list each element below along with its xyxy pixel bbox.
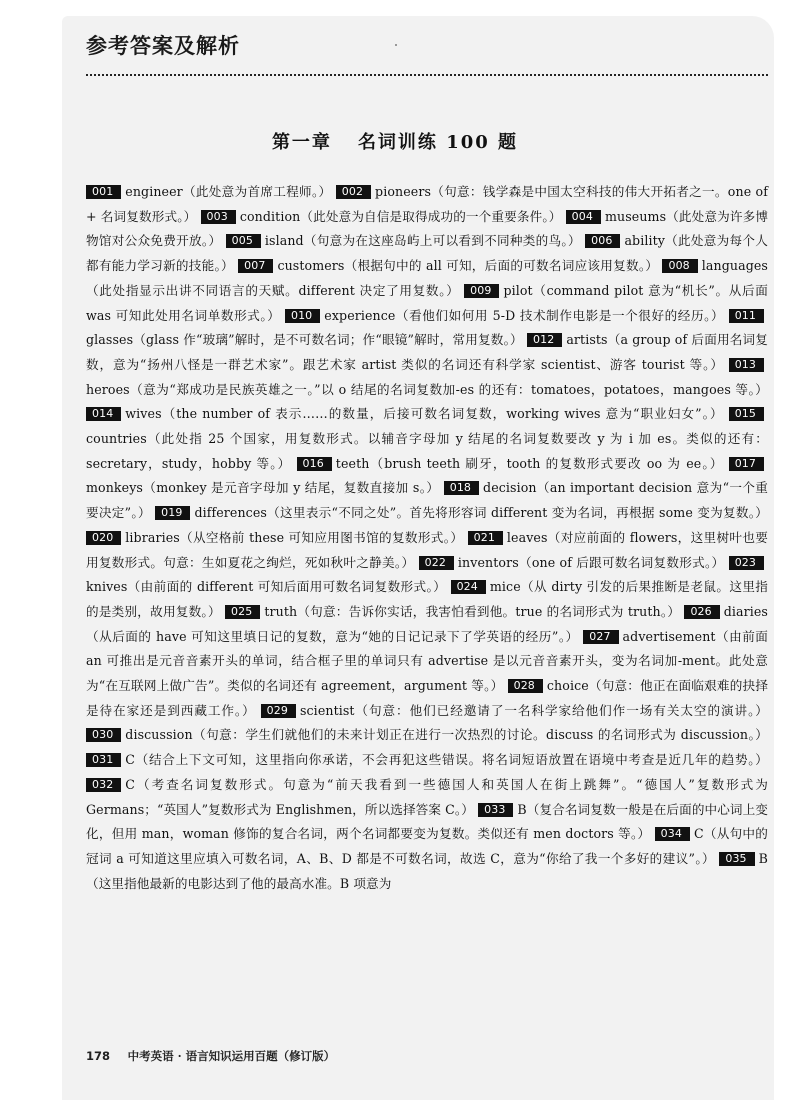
answer-item xyxy=(155,505,768,520)
answer-number-badge: 024 xyxy=(451,580,486,594)
answer-number-badge: 017 xyxy=(729,457,764,471)
answer-text: B（复合名词复数一般是在后面的中心词上变化，但用 man，woman 修饰的复合名词，两个名词都要变为复数。类似还有 men doctors 等。） xyxy=(86,801,768,842)
section-header-title: 参考答案及解析 xyxy=(86,34,240,58)
answer-number-badge: 005 xyxy=(226,234,261,248)
answer-item xyxy=(86,530,468,545)
answer-item xyxy=(225,604,684,619)
answer-number-badge: 013 xyxy=(729,358,764,372)
answer-text: decision（an important decision 意为“一个重要决定”。） xyxy=(86,480,769,521)
answer-text: experience（看他们如何用 5-D 技术制作电影是一个很好的经历。） xyxy=(324,307,729,323)
answer-number-badge: 025 xyxy=(225,605,260,619)
answer-number-badge: 010 xyxy=(285,309,320,323)
answer-number-badge: 012 xyxy=(527,333,562,347)
answer-number-badge: 004 xyxy=(566,210,601,224)
answer-text: mice（从 dirty 引发的后果推断是老鼠。这里指的是类别，故用复数。） xyxy=(86,579,768,619)
answer-text: countries（此处指 25 个国家，用复数形式。以辅音字母加 y 结尾的名词复数要改 y 为 i 加 es。类似的还有：secretary，study，hobby 等。） xyxy=(86,431,768,471)
answer-text: teeth（brush teeth 刷牙，tooth 的复数形式要改 oo 为 ee。） xyxy=(335,455,729,471)
answer-number-badge: 033 xyxy=(478,803,513,817)
answer-number-badge: 014 xyxy=(86,407,121,421)
page-footer xyxy=(86,1048,335,1064)
answer-number-badge: 008 xyxy=(662,259,697,273)
answer-number-badge: 034 xyxy=(655,827,690,841)
book-title: 中考英语 · 语言知识运用百题（修订版） xyxy=(127,1049,336,1063)
answer-number-badge: 023 xyxy=(729,556,764,570)
answer-number-badge: 018 xyxy=(444,481,479,495)
answer-text: museums（此处意为许多博物馆对公众免费开放。） xyxy=(86,208,769,249)
answer-item xyxy=(86,406,729,421)
answer-number-badge: 002 xyxy=(336,185,371,199)
answer-number-badge: 020 xyxy=(86,531,121,545)
answer-number-badge: 021 xyxy=(468,531,503,545)
answer-text: condition（此处意为自信是取得成功的一个重要条件。） xyxy=(239,208,566,224)
answer-number-badge: 027 xyxy=(583,630,618,644)
answer-number-badge: 003 xyxy=(201,210,236,224)
answer-number-badge: 009 xyxy=(464,284,499,298)
answer-item xyxy=(238,258,662,273)
answer-text: ability（此处意为每个人都有能力学习新的技能。） xyxy=(86,233,768,274)
answer-number-badge: 006 xyxy=(585,234,620,248)
page-number: 178 xyxy=(86,1049,111,1063)
answer-item xyxy=(297,456,729,471)
answer-number-badge: 011 xyxy=(729,309,764,323)
answer-number-badge: 007 xyxy=(238,259,273,273)
answer-text: pilot（command pilot 意为“机长”。从后面 was 可知此处用名词单数形式。） xyxy=(86,282,768,323)
answer-text: scientist（句意：他们已经邀请了一名科学家给他们作一场有关太空的演讲。） xyxy=(299,702,769,718)
answer-number-badge: 016 xyxy=(297,457,332,471)
answer-number-badge: 029 xyxy=(261,704,296,718)
answer-text: C（结合上下文可知，这里指向你承诺，不会再犯这些错误。将名词短语放置在语境中考查是近几年的趋势。） xyxy=(125,752,768,768)
answer-number-badge: 026 xyxy=(684,605,719,619)
answer-item xyxy=(226,233,586,248)
answer-item xyxy=(86,727,768,742)
answer-text: monkeys（monkey 是元音字母加 y 结尾，复数直接加 s。） xyxy=(86,480,444,496)
answer-number-badge: 001 xyxy=(86,185,121,199)
answer-text: advertisement（由前面 an 可推出是元音音素开头的单词，结合框子里的单词只有 advertise 是以元音音素开头，变为名词加-ment。此处意为“在互联网上做广告”。类似的名词还有 agreement，argument 等。） xyxy=(86,628,768,694)
answer-text: pioneers（句意：钱学森是中国太空科技的伟大开拓者之一。one of + 名词复数形式。） xyxy=(86,184,769,224)
answer-item xyxy=(201,209,566,224)
answer-item xyxy=(86,184,336,199)
answer-number-badge: 022 xyxy=(419,556,454,570)
answer-text: engineer（此处意为首席工程师。） xyxy=(125,184,336,199)
answer-text: discussion（句意：学生们就他们的未来计划正在进行一次热烈的讨论。discuss 的名词形式为 discussion。） xyxy=(125,727,768,743)
answer-text: artists（a group of 后面用名词复数，意为“扬州八怪是一群艺术家”。跟艺术家 artist 类似的名词还有科学家 scientist、游客 tourist 等。） xyxy=(86,332,769,372)
answer-text: libraries（从空格前 these 可知应用图书馆的复数形式。） xyxy=(125,529,468,545)
answer-text: diaries（从后面的 have 可知这里填日记的复数，意为“她的日记记录下了学英语的经历”。） xyxy=(86,603,768,644)
answer-number-badge: 035 xyxy=(719,852,754,866)
answer-number-badge: 019 xyxy=(155,506,190,520)
answer-text: languages（此处指显示出讲不同语言的天赋。different 决定了用复数。） xyxy=(86,258,768,298)
answer-number-badge: 030 xyxy=(86,728,121,742)
answer-text: B（这里指他最新的电影达到了他的最高水准。B 项意为 xyxy=(86,850,768,891)
answer-number-badge: 015 xyxy=(729,407,764,421)
answer-number-badge: 031 xyxy=(86,753,121,767)
answer-text: choice（句意：他正在面临艰难的抉择是待在家还是到西藏工作。） xyxy=(86,678,769,718)
answer-text: glasses（glass 作“玻璃”解时，是不可数名词；作“眼镜”解时，常用复数。） xyxy=(86,332,528,348)
answer-text: leaves（对应前面的 flowers，这里树叶也要用复数形式。句意：生如夏花之绚烂，死如秋叶之静美。） xyxy=(86,529,768,570)
answer-item xyxy=(261,703,768,718)
chapter-title xyxy=(0,128,790,154)
answer-item xyxy=(285,308,729,323)
answer-item xyxy=(419,555,729,570)
answer-text: island（句意为在这座岛屿上可以看到不同种类的鸟。） xyxy=(264,233,586,249)
answer-text: customers（根据句中的 all 可知，后面的可数名词应该用复数。） xyxy=(277,258,663,274)
answer-list xyxy=(86,180,768,896)
chapter-number: 第一章 xyxy=(271,132,332,153)
header-dotted-rule xyxy=(86,74,768,76)
answer-text: truth（句意：告诉你实话，我害怕看到他。true 的名词形式为 truth。） xyxy=(264,603,685,619)
answer-number-badge: 028 xyxy=(508,679,543,693)
answer-number-badge: 032 xyxy=(86,778,121,792)
answer-text: heroes（意为“郑成功是民族英雄之一。”以 o 结尾的名词复数加-es 的还有：tomatoes，potatoes，mangoes 等。） xyxy=(86,381,768,397)
print-speck xyxy=(395,44,397,46)
answer-text: differences（这里表示“不同之处”。首先将形容词 different 变为名词，再根据 some 变为复数。） xyxy=(194,505,768,521)
answer-text: inventors（one of 后跟可数名词复数形式。） xyxy=(457,554,729,570)
answer-item xyxy=(86,752,768,767)
chapter-name: 名词训练 100 题 xyxy=(357,132,519,153)
answer-text: wives（the number of 表示……的数量，后接可数名词复数，working wives 意为“职业妇女”。） xyxy=(125,406,729,422)
answer-text: knives（由前面的 different 可知后面用可数名词复数形式。） xyxy=(86,579,451,595)
answer-text: C（考查名词复数形式。句意为“前天我看到一些德国人和英国人在街上跳舞”。“德国人”复数形式为 Germans；“英国人”复数形式为 Englishmen，所以选择答案 C。） xyxy=(86,776,768,817)
answer-text: C（从句中的冠词 a 可知道这里应填入可数名词，A、B、D 都是不可数名词，故选 C，意为“你给了我一个多好的建议”。） xyxy=(86,826,768,866)
